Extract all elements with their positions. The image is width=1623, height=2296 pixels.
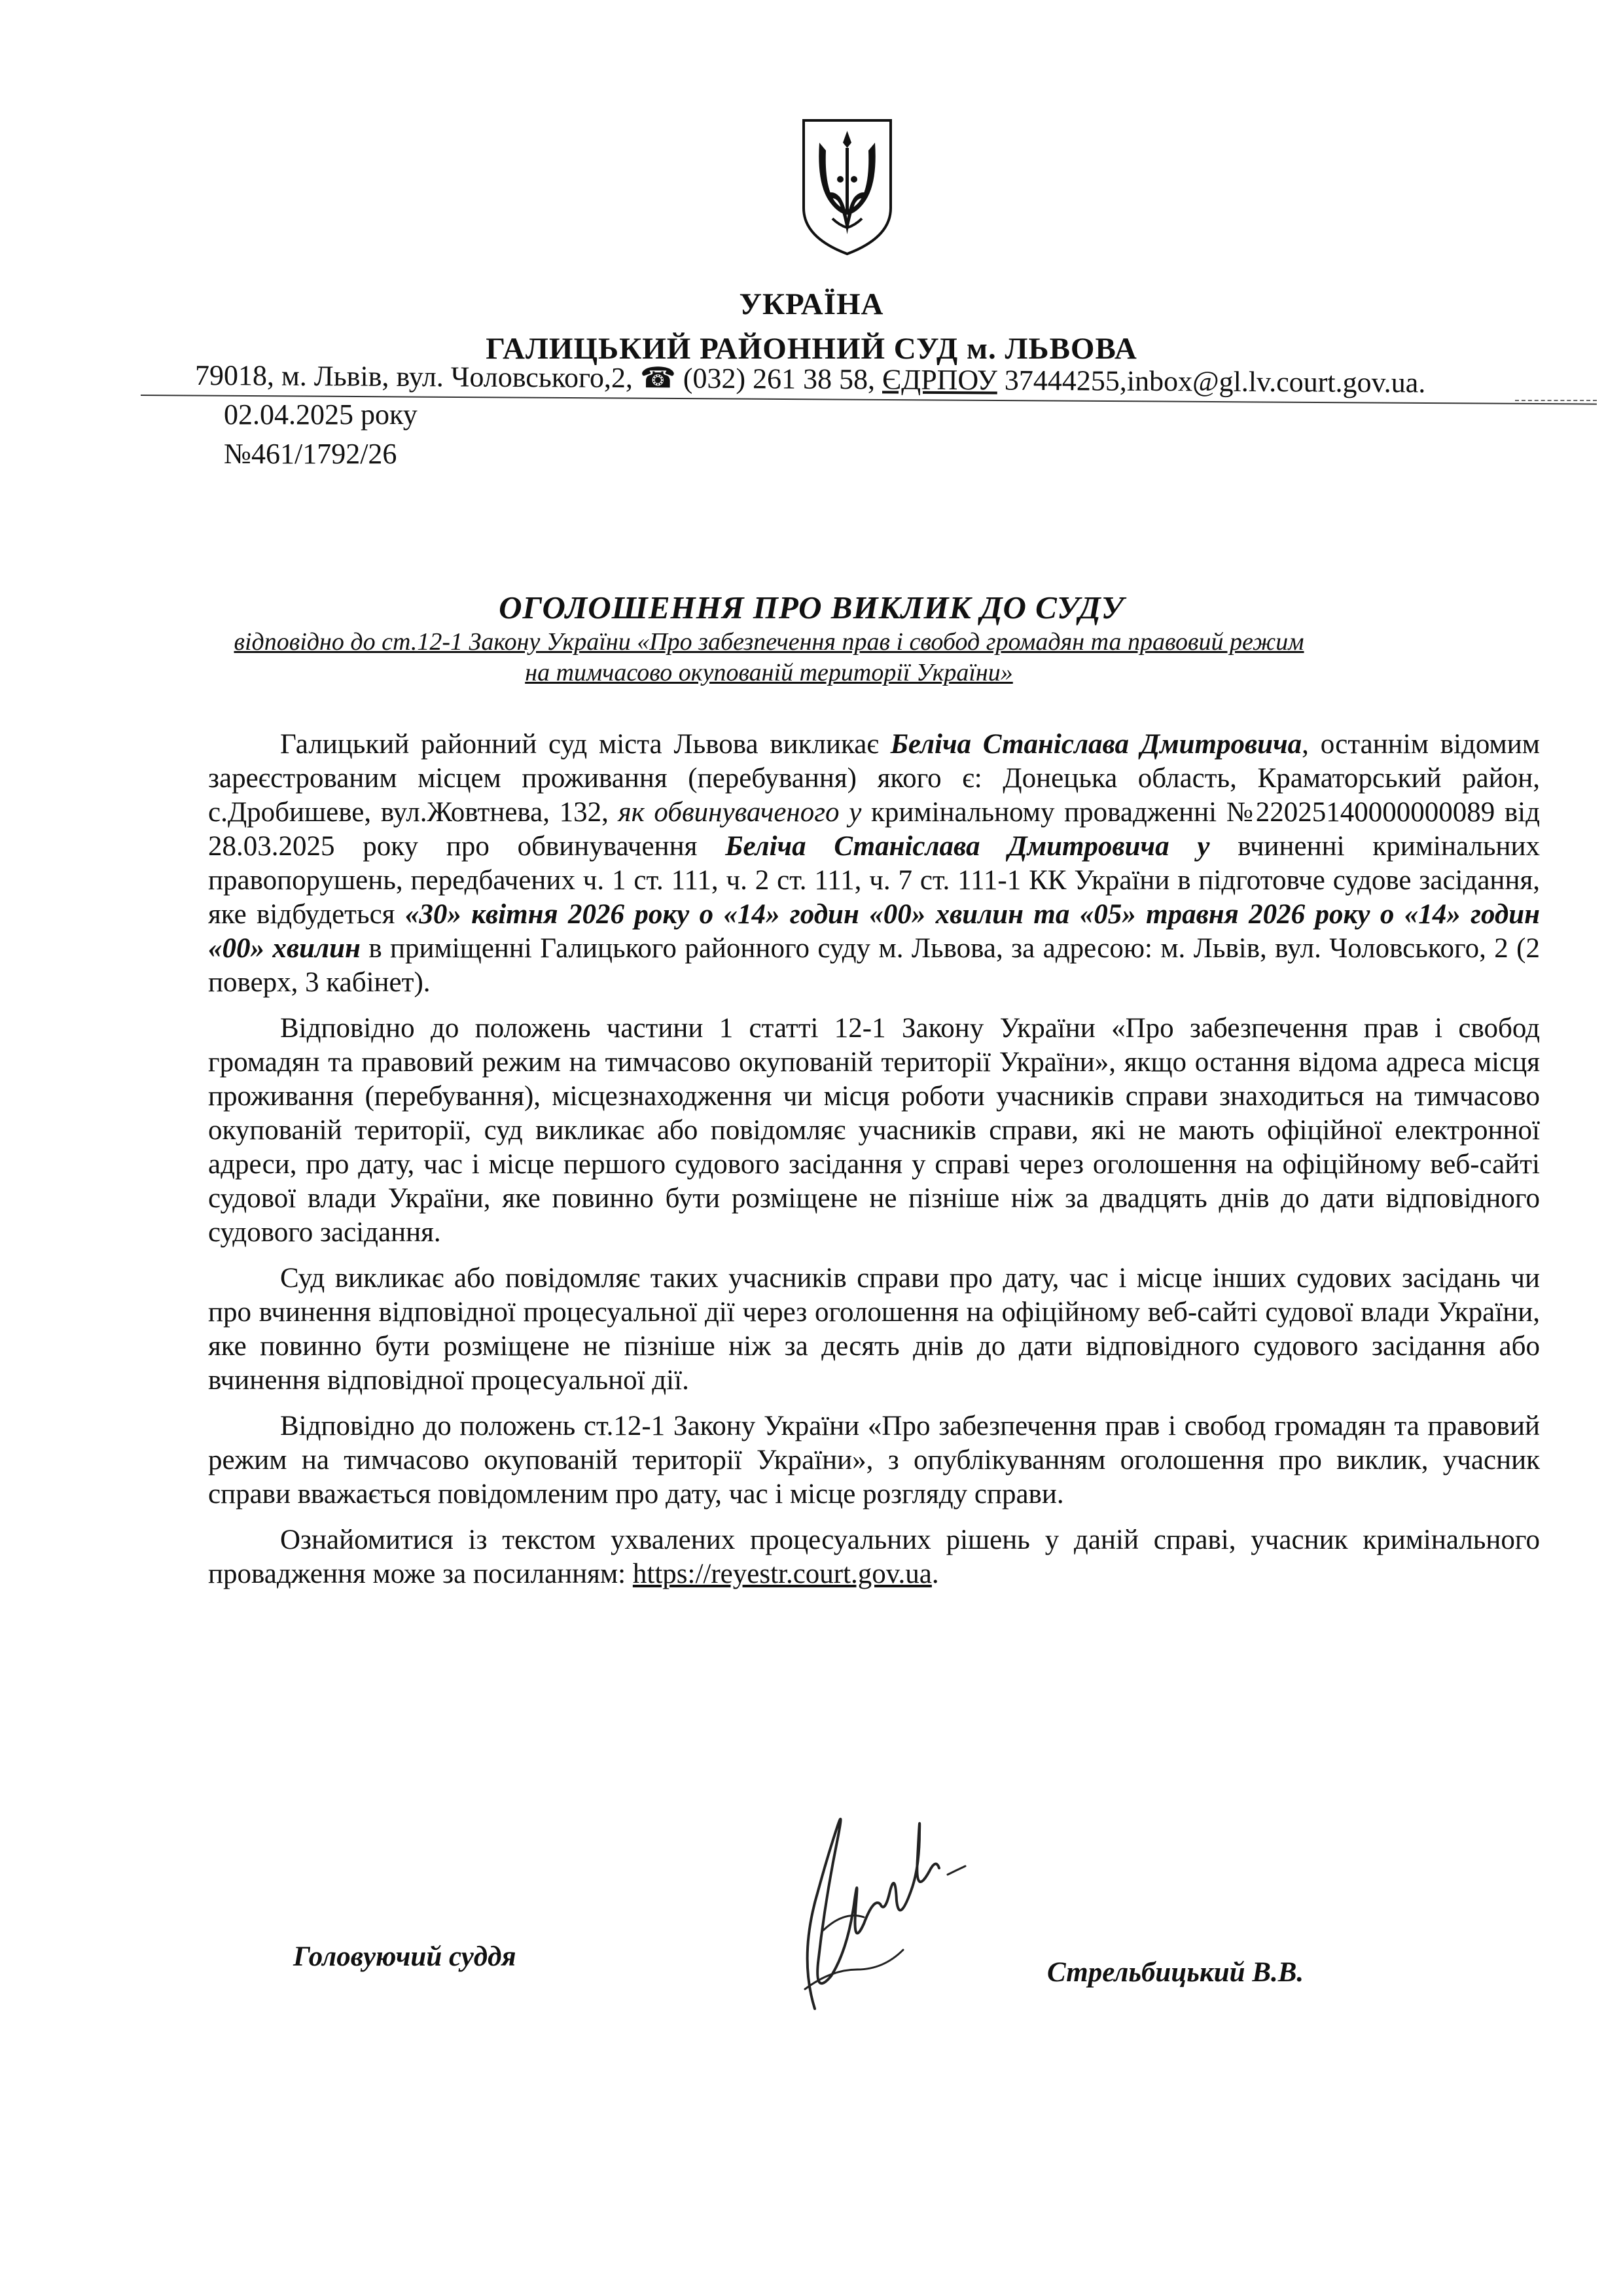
header-divider-dashed xyxy=(1515,400,1597,401)
hearing-dates: «30» квітня 2026 року о «14» годин «00» хвилин та «05» травня 2026 року о «14» годин «00» хвилин xyxy=(208,899,1540,964)
paragraph-summons: Галицький районний суд міста Львова викликає Беліча Станіслава Дмитровича, останнім відомим зареєстрованим місцем проживання (перебування) якого є: Донецька область, Краматорський район, с.Дробишеве, вул.Жовтнева, 132, як обвинуваченого у кримінальному провадженні №22025140000000089 від 28.03.2025 року про обвинувачення Беліча Станіслава Дмитровича у вчиненні кримінальних правопорушень, передбачених ч. 1 ст. 111, ч. 2 ст. 111, ч. 7 ст. 111-1 КК України в підготовче судове засідання, яке відбудеться «30» квітня 2026 року о «14» годин «00» хвилин та «05» травня 2026 року о «14» годин «00» хвилин в приміщенні Галицького районного суду м. Львова, за адресою: м. Львів, вул. Чоловського, 2 (2 поверх, 3 кабінет). xyxy=(208,729,1541,998)
telephone-icon: ☎ xyxy=(639,362,676,395)
notice-body xyxy=(208,728,1540,1591)
paragraph-registry: Ознайомитися із текстом ухвалених процесуальних рішень у даній справі, учасник кримінального провадження може за посиланням: https://reyestr.court.gov.ua. xyxy=(208,1525,1540,1589)
judge-role: Головуючий суддя xyxy=(293,1941,516,1972)
paragraph-law-other-hearings: Суд викликає або повідомляє таких учасників справи про дату, час і місце інших судових засідань чи про вчинення відповідної процесуальної дії через оголошення на офіційному веб-сайті судової влади України, яке повинно бути розміщене не пізніше ніж за десять днів до дати відповідного судового засідання або вчинення відповідної процесуальної дії. xyxy=(208,1263,1540,1396)
edrpou-email: 37444255,inbox@gl.lv.court.gov.ua. xyxy=(1004,364,1426,399)
edrpou-label: ЄДРПОУ xyxy=(882,363,998,397)
accused-name-repeat: Беліча Станіслава Дмитровича у xyxy=(725,831,1210,862)
accused-name: Беліча Станіслава Дмитровича xyxy=(890,729,1302,760)
court-heading: ГАЛИЦЬКИЙ РАЙОННИЙ СУД м. ЛЬВОВА xyxy=(486,332,1137,366)
court-address: 79018, м. Львів, вул. Чоловського,2, xyxy=(194,359,633,395)
paragraph-law-first-hearing: Відповідно до положень частини 1 статті 12-1 Закону України «Про забезпечення прав і свобод громадян та правовий режим на тимчасово окупованій території України», якщо остання відома адреса місця проживання (перебування), місцезнаходження чи місця роботи учасників справи знаходиться на тимчасово окупованій території, суд викликає або повідомляє учасників справи, які не мають офіційної електронної адреси, про дату, час і місце першого судового засідання у справі через оголошення на офіційному веб-сайті судової влади України, яке повинно бути розміщене не пізніше ніж за двадцять днів до дати відповідного судового засідання. xyxy=(208,1013,1540,1248)
registry-link[interactable]: https://reyestr.court.gov.ua xyxy=(632,1559,932,1589)
notice-subtitle: відповідно до ст.12-1 Закону України «Про забезпечення прав і свобод громадян та правовий режим на тимчасово окупованій території України» xyxy=(234,628,1304,686)
coat-of-arms-icon xyxy=(800,116,895,257)
accused-role: як обвинуваченого у xyxy=(618,797,862,828)
court-phone: (032) 261 38 58, xyxy=(683,362,876,396)
judge-name: Стрельбицький В.В. xyxy=(1047,1957,1304,1988)
case-number: №461/1792/26 xyxy=(224,438,397,470)
contact-line xyxy=(195,359,1426,399)
handwritten-signature xyxy=(740,1793,975,2022)
paragraph-notification: Відповідно до положень ст.12-1 Закону України «Про забезпечення прав і свобод громадян та правовий режим на тимчасово окупованій території України», з опублікуванням оголошення про виклик, учасник справи вважається повідомленим про дату, час і місце розгляду справи. xyxy=(208,1411,1540,1510)
notice-title: ОГОЛОШЕННЯ ПРО ВИКЛИК ДО СУДУ xyxy=(499,590,1124,626)
country-heading: УКРАЇНА xyxy=(739,287,884,321)
document-date: 02.04.2025 року xyxy=(224,398,418,431)
